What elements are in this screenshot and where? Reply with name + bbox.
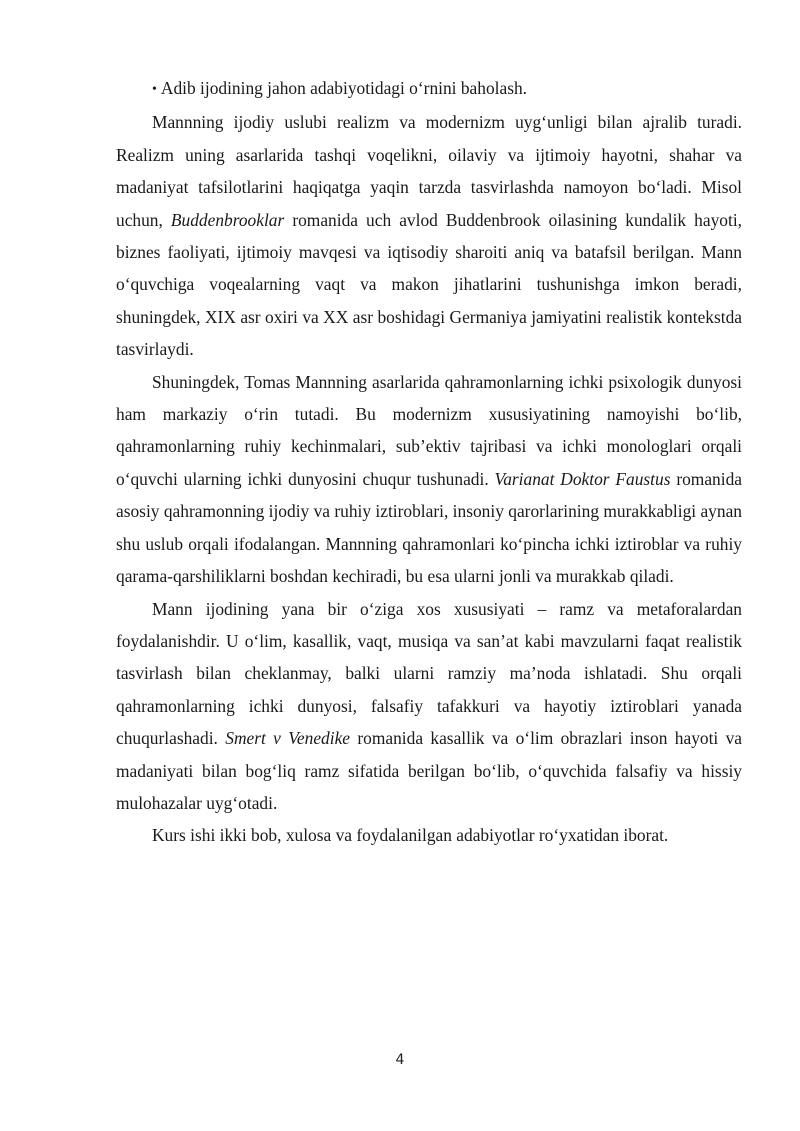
paragraph-text: romanida asosiy qahramonning ijodiy va ruhiy iztiroblari, insoniy qarorlarining murakkabligi aynan shu uslub orqali ifodalangan. Mannning qahramonlari ko‘pincha ichki iztiroblar va ruhiy qarama-qarshiliklarni boshdan kechiradi, bu esa ularni jonli va murakkab qiladi. (116, 468, 742, 587)
paragraph-realism (116, 106, 742, 365)
paragraph-symbolism (116, 593, 742, 820)
paragraph-text: Mannning ijodiy uslubi realizm va modernizm uyg‘unligi bilan ajralib turadi. Realizm uning asarlarida tashqi voqelikni, oilaviy va ijtimoiy hayotni, shahar va madaniyat tafsilotlarini haqiqatga yaqin tarzda tasvirlashda namoyon bo‘ladi. Misol uchun, (116, 112, 742, 230)
bullet-dot-icon: • (152, 82, 157, 97)
book-title: Varianat Doktor Faustus (494, 468, 671, 489)
paragraph-psychology (116, 366, 742, 593)
bullet-item-text: Adib ijodining jahon adabiyotidagi o‘rnini baholash. (160, 78, 528, 98)
bullet-item (116, 72, 742, 106)
paragraph-text: romanida uch avlod Buddenbrook oilasining kundalik hayoti, biznes faoliyati, ijtimoiy mavqesi va iqtisodiy sharoiti aniq va batafsil berilgan. Mann o‘quvchiga voqealarning vaqt va makon jihatlarini tushunishga imkon beradi, shuningdek, XIX asr oxiri va XX asr boshidagi Germaniya jamiyatini realistik kontekstda tasvirlaydi. (116, 209, 742, 360)
page-number: 4 (395, 1052, 405, 1068)
paragraph-text: romanida kasallik va o‘lim obrazlari inson hayoti va madaniyati bilan bog‘liq ramz sifatida berilgan bo‘lib, o‘quvchida falsafiy va hissiy mulohazalar uyg‘otadi. (116, 728, 743, 813)
paragraph-text: Shuningdek, Tomas Mannning asarlarida qahramonlarning ichki psixologik dunyosi ham markaziy o‘rin tutadi. Bu modernizm xususiyatining namoyishi bo‘lib, qahramonlarning ruhiy kechinmalari, sub’ektiv tajribasi va ichki monologlari orqali o‘quvchi ularning ichki dunyosini chuqur tushunadi. (116, 371, 742, 489)
paragraph-text: Mann ijodining yana bir o‘ziga xos xususiyati – ramz va metaforalardan foydalanishdir. U o‘lim, kasallik, vaqt, musiqa va san’at kabi mavzularni faqat realistik tasvirlash bilan cheklanmay, balki ularni ramziy ma’noda ishlatadi. Shu orqali qahramonlarning ichki dunyosi, falsafiy tafakkuri va hayotiy iztiroblari yanada chuqurlashadi. (116, 598, 742, 749)
book-title: Smert v Venedike (225, 728, 351, 749)
document-body (116, 72, 742, 852)
book-title: Buddenbrooklar (170, 209, 285, 230)
paragraph-structure: Kurs ishi ikki bob, xulosa va foydalanilgan adabiyotlar ro‘yxatidan iborat. (152, 825, 669, 846)
